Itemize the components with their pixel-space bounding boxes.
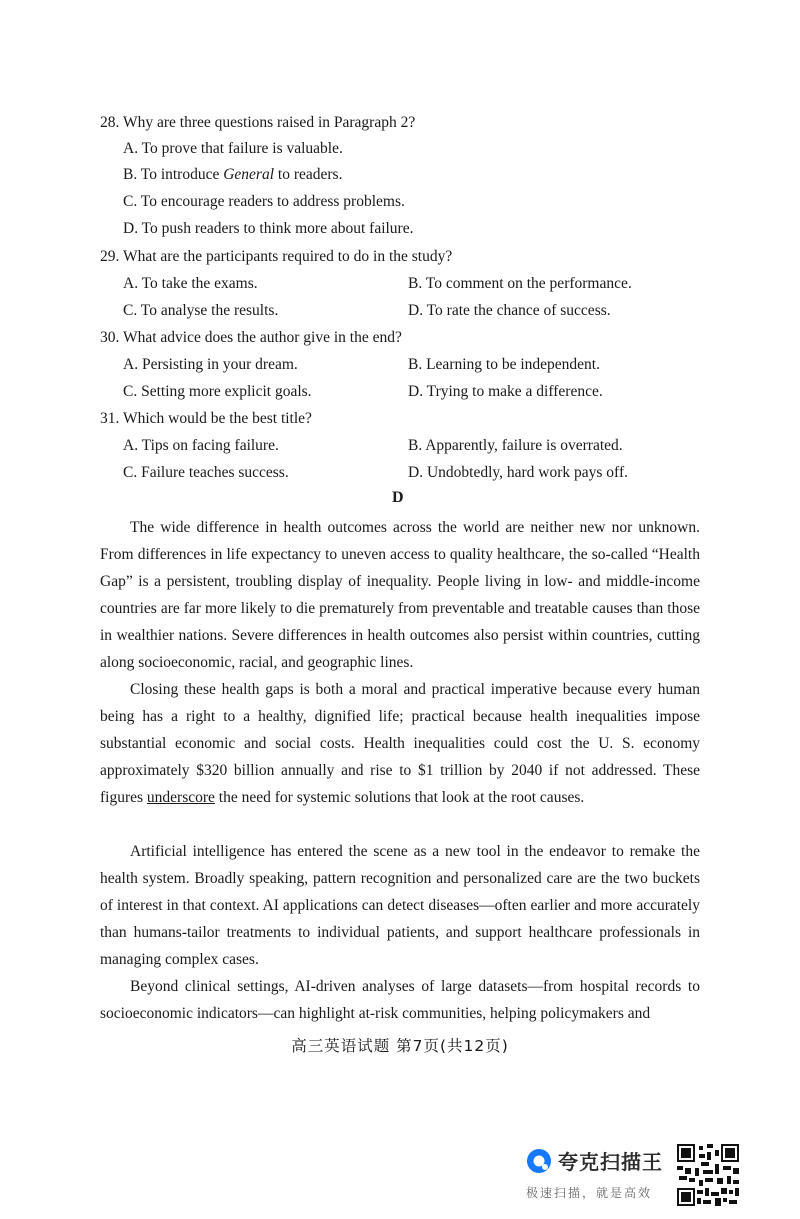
scanner-watermark — [526, 1146, 676, 1206]
page-footer: 高三英语试题 第7页(共12页) — [291, 1037, 509, 1055]
q31-option-d: D. Undobtedly, hard work pays off. — [408, 464, 628, 481]
q31-option-b: B. Apparently, failure is overrated. — [408, 437, 623, 454]
q30-option-a: A. Persisting in your dream. — [123, 356, 298, 373]
scanner-brand-name: 夸克扫描王 — [558, 1150, 663, 1174]
q30-option-c: C. Setting more explicit goals. — [123, 383, 312, 400]
question-28-stem: 28. Why are three questions raised in Paragraph 2? — [100, 114, 416, 131]
q29-option-b: B. To comment on the performance. — [408, 275, 632, 292]
q30-option-b: B. Learning to be independent. — [408, 356, 600, 373]
q28-option-b: B. To introduce General to readers. — [123, 166, 343, 183]
q28-option-c: C. To encourage readers to address problems. — [123, 193, 405, 210]
q31-option-a: A. Tips on facing failure. — [123, 437, 279, 454]
passage-paragraph-4: Beyond clinical settings, AI-driven analyses of large datasets—from hospital records to socioeconomic indicators—can highlight at-risk communities, helping policymakers and — [100, 978, 700, 1022]
q29-option-d: D. To rate the chance of success. — [408, 302, 611, 319]
question-31-stem: 31. Which would be the best title? — [100, 410, 312, 427]
q28-option-a: A. To prove that failure is valuable. — [123, 140, 343, 157]
scanner-slogan: 极速扫描，就是高效 — [526, 1186, 653, 1200]
qr-code-icon — [677, 1144, 739, 1206]
passage-paragraph-2: Closing these health gaps is both a moral and practical imperative because every human being has a right to a healthy, dignified life; practical because health inequalities impose substantial economic and social costs. Health inequalities could cost the U. S. economy approximately $320 billion annually and rise to $1 trillion by 2040 if not addressed. These figures underscore the need for systemic solutions that look at the root causes. — [100, 681, 700, 806]
underlined-word: underscore — [146, 789, 215, 806]
q31-option-c: C. Failure teaches success. — [123, 464, 289, 481]
q28-option-d: D. To push readers to think more about failure. — [123, 220, 414, 237]
scanner-logo-icon — [526, 1148, 552, 1174]
section-title: D — [392, 489, 404, 506]
passage-paragraph-3: Artificial intelligence has entered the scene as a new tool in the endeavor to remake the health system. Broadly speaking, pattern recognition and personalized care are the two buckets of interest in that context. AI applications can detect diseases—often earlier and more accurately than humans-tailor treatments to individual patients, and support healthcare professionals in managing complex cases. — [100, 843, 700, 968]
question-29-stem: 29. What are the participants required to do in the study? — [100, 248, 453, 265]
passage-paragraph-1: The wide difference in health outcomes across the world are neither new nor unknown. From differences in life expectancy to uneven access to quality healthcare, the so-called “Health Gap” is a persistent, troubling display of inequality. People living in low- and middle-income countries are far more likely to die prematurely from preventable and treatable causes than those in wealthier nations. Severe differences in health outcomes also persist within countries, cutting along socioeconomic, racial, and geographic lines. — [100, 519, 700, 671]
q30-option-d: D. Trying to make a difference. — [408, 383, 603, 400]
question-30-stem: 30. What advice does the author give in the end? — [100, 329, 402, 346]
q29-option-c: C. To analyse the results. — [123, 302, 279, 319]
q29-option-a: A. To take the exams. — [123, 275, 258, 292]
